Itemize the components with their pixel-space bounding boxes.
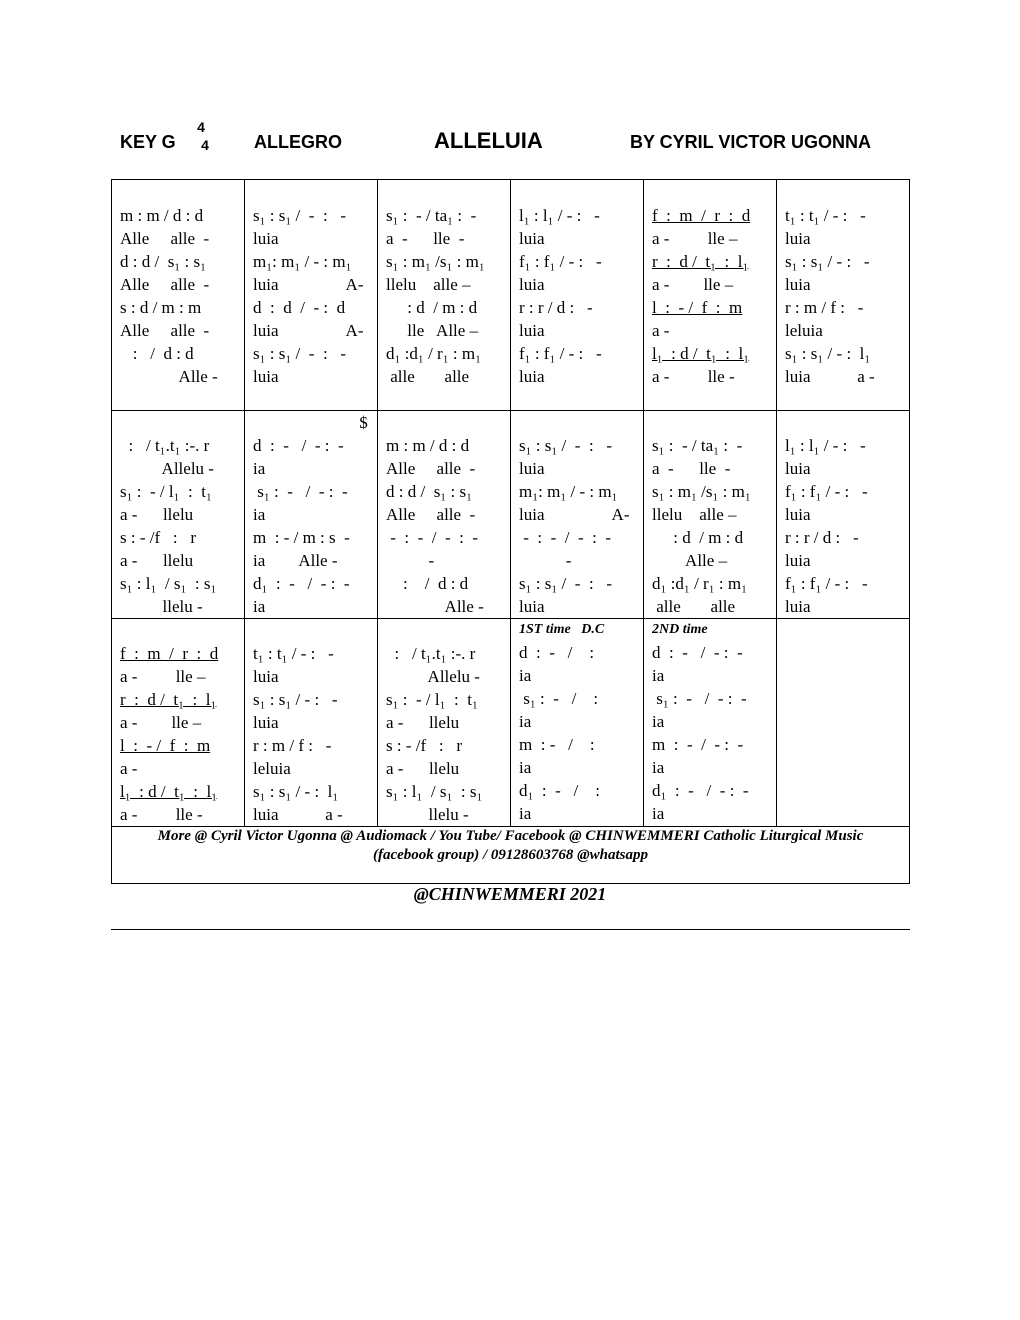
measure-cell bbox=[245, 411, 378, 619]
bottom-divider bbox=[111, 929, 910, 930]
lyric-line: luia bbox=[785, 597, 811, 616]
lyric-line: ia bbox=[652, 666, 665, 685]
solfa-line: s : - /f : r bbox=[386, 736, 463, 755]
solfa-line: s₁ : - / l₁ : t₁ bbox=[386, 690, 478, 709]
lyric-line: Alle alle - bbox=[120, 321, 210, 340]
solfa-line: l : - / f : m bbox=[652, 298, 743, 317]
measure-cell bbox=[511, 180, 644, 411]
solfa-line: s₁ : s₁ / - : - bbox=[253, 206, 347, 225]
lyric-line: ia bbox=[652, 758, 665, 777]
solfa-line: s₁ : - / l₁ : t₁ bbox=[120, 482, 212, 501]
marker-line bbox=[652, 411, 770, 434]
solfa-line: : / d : d bbox=[386, 574, 469, 593]
solfa-line: d₁ : - / - : - bbox=[652, 781, 749, 800]
measure-cell bbox=[777, 411, 910, 619]
lyric-line: luia bbox=[519, 367, 545, 386]
lyric-line: Alle - bbox=[120, 367, 218, 386]
solfa-line: l : - / f : m bbox=[120, 736, 211, 755]
lyric-line: luia bbox=[785, 551, 811, 570]
solfa-line: s₁ : m₁ /s₁ : m₁ bbox=[386, 252, 485, 271]
lyric-line: a - lle – bbox=[652, 229, 738, 248]
lyric-line: llelu alle – bbox=[386, 275, 471, 294]
solfa-line: d : d / - : d bbox=[253, 298, 346, 317]
lyric-line: a - lle – bbox=[652, 275, 734, 294]
solfa-line: m₁: m₁ / - : m₁ bbox=[519, 482, 618, 501]
solfa-line: s₁ : l₁ / s₁ : s₁ bbox=[120, 574, 217, 593]
measure-cell bbox=[245, 180, 378, 411]
lyric-line: ia bbox=[253, 597, 266, 616]
lyric-line: luia bbox=[519, 459, 545, 478]
solfa-line: d₁ : - / : bbox=[519, 781, 601, 800]
solfa-line: : / t₁.t₁ :-. r bbox=[386, 644, 476, 663]
lyric-line: luia bbox=[519, 229, 545, 248]
solfa-line: s₁ : s₁ / - : l₁ bbox=[785, 344, 871, 363]
solfa-line: : d / m : d bbox=[386, 298, 478, 317]
solfa-line: s₁ : m₁ /s₁ : m₁ bbox=[652, 482, 751, 501]
lyric-line: luia A- bbox=[253, 275, 364, 294]
lyric-line: Alle - bbox=[386, 597, 484, 616]
lyric-line: luia bbox=[253, 667, 279, 686]
solfa-line: s₁ : s₁ / - : - bbox=[519, 574, 613, 593]
solfa-score-table bbox=[111, 179, 910, 884]
lyric-line: leluia bbox=[253, 759, 291, 778]
lyric-line: luia bbox=[519, 321, 545, 340]
solfa-line: m₁: m₁ / - : m₁ bbox=[253, 252, 352, 271]
promo-note: More @ Cyril Victor Ugonna @ Audiomack / You Tube/ Facebook @ CHINWEMMERI Catholic Liturgical Music (facebook group) / 09128603768 @whatsapp bbox=[112, 827, 910, 884]
copyright-line: @CHINWEMMERI 2021 bbox=[413, 884, 607, 904]
lyric-line: llelu - bbox=[120, 597, 203, 616]
lyric-line: a - bbox=[652, 321, 670, 340]
solfa-line: m : - / m : s - bbox=[253, 528, 350, 547]
lyric-line: alle alle bbox=[652, 597, 736, 616]
lyric-line: leluia bbox=[785, 321, 823, 340]
lyric-line: ia bbox=[652, 804, 665, 823]
solfa-line: r : r / d : - bbox=[785, 528, 859, 547]
marker-line bbox=[386, 619, 504, 642]
measure-cell bbox=[112, 619, 245, 827]
solfa-line: d : - / - : - bbox=[652, 643, 743, 662]
lyric-line: luia bbox=[785, 505, 811, 524]
solfa-line: m : - / : bbox=[519, 735, 595, 754]
lyric-line: a - lle – bbox=[120, 667, 206, 686]
solfa-line: r : m / f : - bbox=[253, 736, 332, 755]
lyric-line: luia bbox=[785, 275, 811, 294]
lyric-line: luia bbox=[519, 597, 545, 616]
key-signature: KEY G bbox=[120, 132, 176, 152]
measure-cell bbox=[644, 411, 777, 619]
lyric-line: luia bbox=[253, 229, 279, 248]
marker-line bbox=[785, 619, 903, 642]
solfa-line: l₁ : d / t₁ : l₁ bbox=[652, 344, 750, 363]
lyric-line: Alle alle - bbox=[386, 459, 476, 478]
lyric-line: ia bbox=[519, 666, 532, 685]
marker-line bbox=[120, 411, 238, 434]
lyric-line: Allelu - bbox=[386, 667, 480, 686]
lyric-line: a - bbox=[120, 759, 138, 778]
lyric-line: luia A- bbox=[253, 321, 364, 340]
lyric-line: a - lle – bbox=[120, 713, 202, 732]
lyric-line: Alle – bbox=[652, 551, 728, 570]
solfa-line: r : d / t₁ : l₁ bbox=[652, 252, 749, 271]
solfa-line: s₁ : s₁ / - : l₁ bbox=[253, 782, 339, 801]
lyric-line: a - llelu bbox=[386, 713, 460, 732]
measure-cell bbox=[511, 619, 644, 827]
solfa-line: - : - / - : - bbox=[386, 528, 479, 547]
lyric-line: a - lle - bbox=[652, 459, 731, 478]
solfa-line: m : m / d : d bbox=[386, 436, 470, 455]
lyric-line: Alle alle - bbox=[386, 505, 476, 524]
lyric-line: alle alle bbox=[386, 367, 470, 386]
lyric-line: ia bbox=[519, 758, 532, 777]
segno-marker: $ bbox=[253, 413, 368, 432]
marker-line bbox=[120, 619, 238, 642]
measure-cell bbox=[378, 180, 511, 411]
footer-row bbox=[112, 827, 910, 884]
lyric-line: - bbox=[386, 551, 435, 570]
empty-measure-cell bbox=[777, 619, 910, 827]
score-row-2 bbox=[112, 411, 910, 619]
solfa-line: s₁ : l₁ / s₁ : s₁ bbox=[386, 782, 483, 801]
solfa-line: : / d : d bbox=[120, 344, 194, 363]
lyric-line: luia bbox=[785, 229, 811, 248]
score-header bbox=[0, 118, 1020, 168]
time-signature bbox=[192, 118, 210, 154]
lyric-line: ia bbox=[519, 804, 532, 823]
solfa-line: d : - / - : - bbox=[253, 436, 344, 455]
measure-cell bbox=[644, 180, 777, 411]
solfa-line: s₁ : s₁ / - : - bbox=[519, 436, 613, 455]
measure-cell bbox=[112, 180, 245, 411]
time-signature-bottom: 4 bbox=[201, 137, 209, 153]
solfa-line: s₁ : - / - : - bbox=[253, 482, 348, 501]
lyric-line: luia bbox=[253, 713, 279, 732]
solfa-line: m : m / d : d bbox=[120, 206, 204, 225]
solfa-line: d₁ :d₁ / r₁ : m₁ bbox=[652, 574, 748, 593]
lyric-line: - bbox=[519, 551, 572, 570]
solfa-line: d₁ : - / - : - bbox=[253, 574, 350, 593]
solfa-line: s : d / m : m bbox=[120, 298, 202, 317]
solfa-line: s : - /f : r bbox=[120, 528, 197, 547]
solfa-line: s₁ : - / - : - bbox=[652, 689, 747, 708]
lyric-line: ia Alle - bbox=[253, 551, 338, 570]
measure-cell bbox=[644, 619, 777, 827]
solfa-line: f₁ : f₁ / - : - bbox=[519, 344, 602, 363]
score-row-3 bbox=[112, 619, 910, 827]
lyric-line: luia bbox=[253, 367, 279, 386]
solfa-line: s₁ : s₁ / - : - bbox=[785, 252, 870, 271]
solfa-line: m : - / - : - bbox=[652, 735, 744, 754]
solfa-line: t₁ : t₁ / - : - bbox=[785, 206, 866, 225]
lyric-line: ia bbox=[652, 712, 665, 731]
measure-cell bbox=[112, 411, 245, 619]
lyric-line: a - llelu bbox=[386, 759, 460, 778]
solfa-line: l₁ : l₁ / - : - bbox=[785, 436, 866, 455]
lyric-line: a - lle - bbox=[652, 367, 735, 386]
lyric-line: a - llelu bbox=[120, 551, 194, 570]
measure-cell bbox=[777, 180, 910, 411]
solfa-line: s₁ : - / ta₁ : - bbox=[652, 436, 743, 455]
solfa-line: r : m / f : - bbox=[785, 298, 864, 317]
solfa-line: f : m / r : d bbox=[652, 206, 751, 225]
time-signature-top: 4 bbox=[197, 119, 205, 135]
marker-line bbox=[253, 619, 371, 642]
solfa-line: s₁ : s₁ / - : - bbox=[253, 690, 338, 709]
lyric-line: a - lle - bbox=[386, 229, 465, 248]
marker-line bbox=[785, 411, 903, 434]
marker-line bbox=[386, 411, 504, 434]
first-time-ending-label: 1ST time D.C bbox=[519, 622, 605, 637]
solfa-line: d₁ :d₁ / r₁ : m₁ bbox=[386, 344, 482, 363]
lyric-line: lle Alle – bbox=[386, 321, 479, 340]
lyric-line: luia bbox=[785, 459, 811, 478]
lyric-line: Alle alle - bbox=[120, 229, 210, 248]
composer-credit: BY CYRIL VICTOR UGONNA bbox=[630, 132, 872, 152]
solfa-line: d : d / s₁ : s₁ bbox=[120, 252, 207, 271]
solfa-line: t₁ : t₁ / - : - bbox=[253, 644, 334, 663]
solfa-line: : / t₁.t₁ :-. r bbox=[120, 436, 210, 455]
lyric-line: llelu alle – bbox=[652, 505, 737, 524]
lyric-line: Alle alle - bbox=[120, 275, 210, 294]
score-row-1 bbox=[112, 180, 910, 411]
measure-cell bbox=[378, 411, 511, 619]
lyric-line: ia bbox=[253, 505, 266, 524]
solfa-line: s₁ : - / : bbox=[519, 689, 599, 708]
solfa-line: - : - / - : - bbox=[519, 528, 612, 547]
solfa-line: f₁ : f₁ / - : - bbox=[785, 482, 868, 501]
lyric-line: ia bbox=[519, 712, 532, 731]
lyric-line: luia a - bbox=[253, 805, 343, 824]
measure-cell bbox=[378, 619, 511, 827]
lyric-line: a - llelu bbox=[120, 505, 194, 524]
solfa-line: f₁ : f₁ / - : - bbox=[785, 574, 868, 593]
lyric-line: luia bbox=[519, 275, 545, 294]
tempo-marking: ALLEGRO bbox=[254, 132, 342, 152]
solfa-line: r : d / t₁ : l₁ bbox=[120, 690, 217, 709]
solfa-line: f₁ : f₁ / - : - bbox=[519, 252, 602, 271]
solfa-line: d : - / : bbox=[519, 643, 595, 662]
lyric-line: ia bbox=[253, 459, 266, 478]
solfa-line: s₁ : - / ta₁ : - bbox=[386, 206, 477, 225]
measure-cell bbox=[245, 619, 378, 827]
lyric-line: luia A- bbox=[519, 505, 630, 524]
lyric-line: a - lle - bbox=[120, 805, 203, 824]
measure-cell bbox=[511, 411, 644, 619]
solfa-line: f : m / r : d bbox=[120, 644, 219, 663]
solfa-line: l₁ : d / t₁ : l₁ bbox=[120, 782, 218, 801]
solfa-line: r : r / d : - bbox=[519, 298, 593, 317]
marker-line bbox=[519, 411, 637, 434]
second-time-ending-label: 2ND time bbox=[652, 622, 708, 637]
lyric-line: llelu - bbox=[386, 805, 469, 824]
solfa-line: : d / m : d bbox=[652, 528, 744, 547]
song-title: ALLELUIA bbox=[434, 128, 543, 153]
solfa-line: d : d / s₁ : s₁ bbox=[386, 482, 473, 501]
lyric-line: Allelu - bbox=[120, 459, 214, 478]
solfa-line: l₁ : l₁ / - : - bbox=[519, 206, 600, 225]
lyric-line: luia a - bbox=[785, 367, 875, 386]
solfa-line: s₁ : s₁ / - : - bbox=[253, 344, 347, 363]
